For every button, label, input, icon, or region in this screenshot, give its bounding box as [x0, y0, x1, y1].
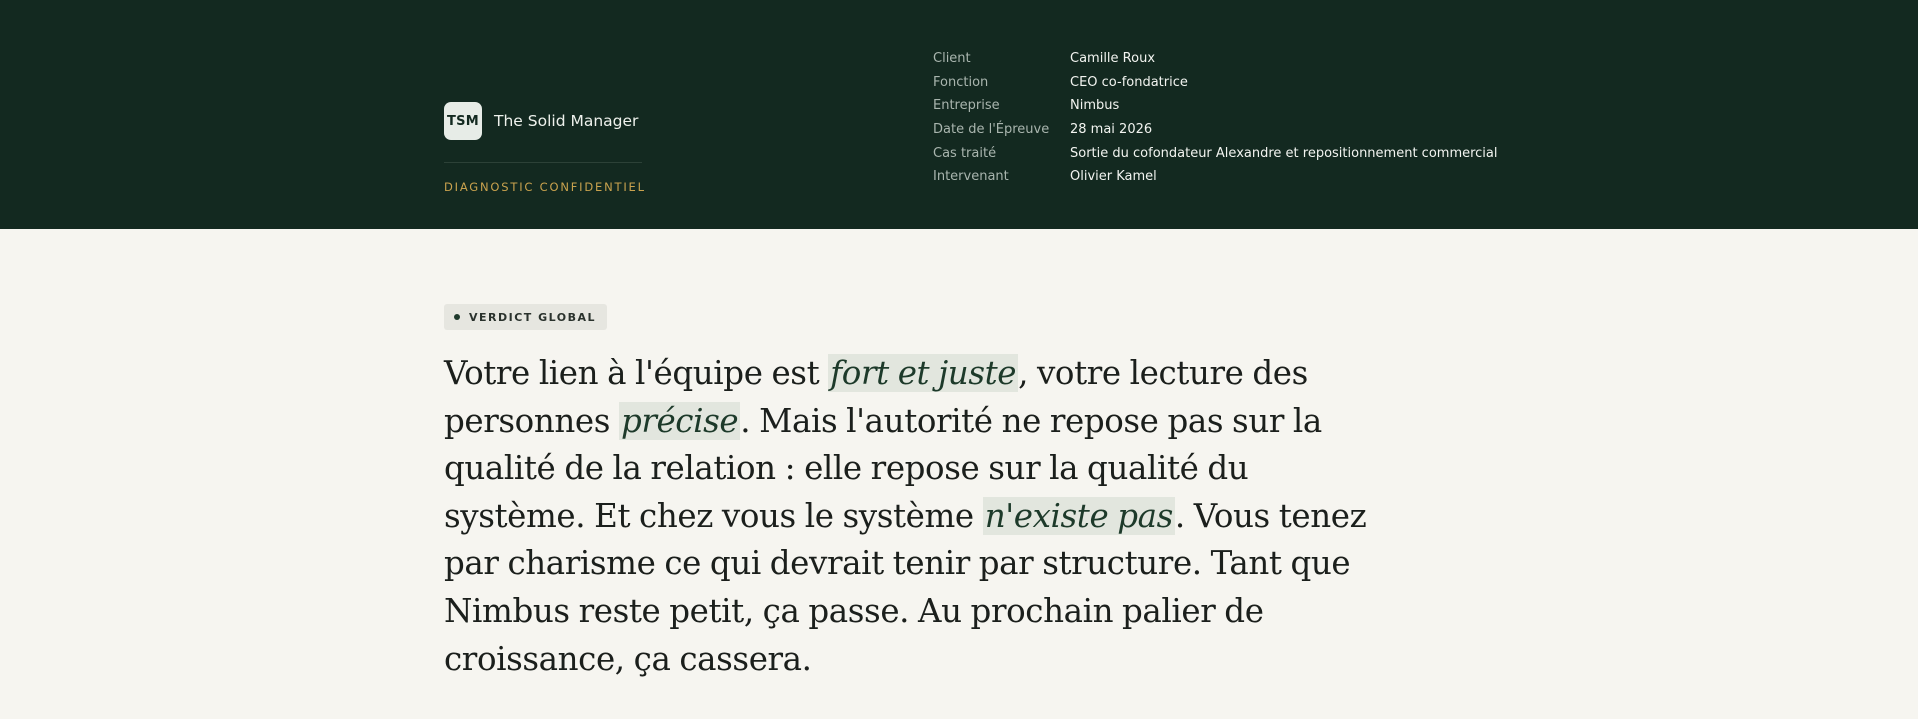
verdict-badge [444, 304, 607, 330]
meta-label: Client [933, 51, 971, 67]
meta-row-date [933, 118, 1498, 142]
report-header [0, 0, 1918, 229]
meta-value: Olivier Kamel [1070, 169, 1157, 185]
brand-logo: TSM [444, 102, 482, 140]
client-meta [933, 47, 1498, 189]
verdict-section [444, 304, 1384, 683]
confidential-label: DIAGNOSTIC CONFIDENTIEL [444, 180, 646, 194]
brand-divider [444, 162, 642, 163]
meta-value: Nimbus [1070, 98, 1120, 114]
dot-icon [454, 314, 460, 320]
meta-value: Sortie du cofondateur Alexandre et repositionnement commercial [1070, 145, 1498, 161]
meta-label: Entreprise [933, 98, 1000, 114]
meta-value: CEO co-fondatrice [1070, 74, 1188, 90]
verdict-segment: Votre lien à l'équipe est [444, 354, 829, 392]
meta-row-client [933, 47, 1498, 71]
verdict-segment: . Mais l'autorité ne repose pas sur la qualité de la relation : elle repose sur la qualité du système. Et chez vous le système [444, 401, 1322, 535]
verdict-segment: . Vous tenez par charisme ce qui devrait tenir par structure. Tant que Nimbus reste petit, ça passe. Au prochain palier de croissance, ça cassera. [444, 496, 1367, 678]
meta-label: Fonction [933, 74, 989, 90]
verdict-highlight: fort et juste [830, 354, 1017, 392]
meta-row-intervenant [933, 165, 1498, 189]
meta-row-entreprise [933, 94, 1498, 118]
verdict-text [444, 350, 1384, 683]
brand [444, 102, 638, 140]
meta-label: Date de l'Épreuve [933, 122, 1050, 138]
brand-name: The Solid Manager [494, 112, 639, 130]
verdict-highlight: précise [620, 401, 739, 440]
verdict-highlight: n'existe pas [984, 496, 1173, 535]
meta-value: 28 mai 2026 [1070, 122, 1153, 138]
meta-label: Intervenant [933, 169, 1009, 185]
meta-label: Cas traité [933, 145, 997, 161]
verdict-segment: , votre lecture des personnes [444, 354, 1308, 440]
verdict-badge-label: VERDICT GLOBAL [469, 310, 597, 324]
meta-value: Camille Roux [1070, 51, 1156, 67]
meta-row-fonction [933, 71, 1498, 95]
meta-row-cas [933, 141, 1498, 165]
